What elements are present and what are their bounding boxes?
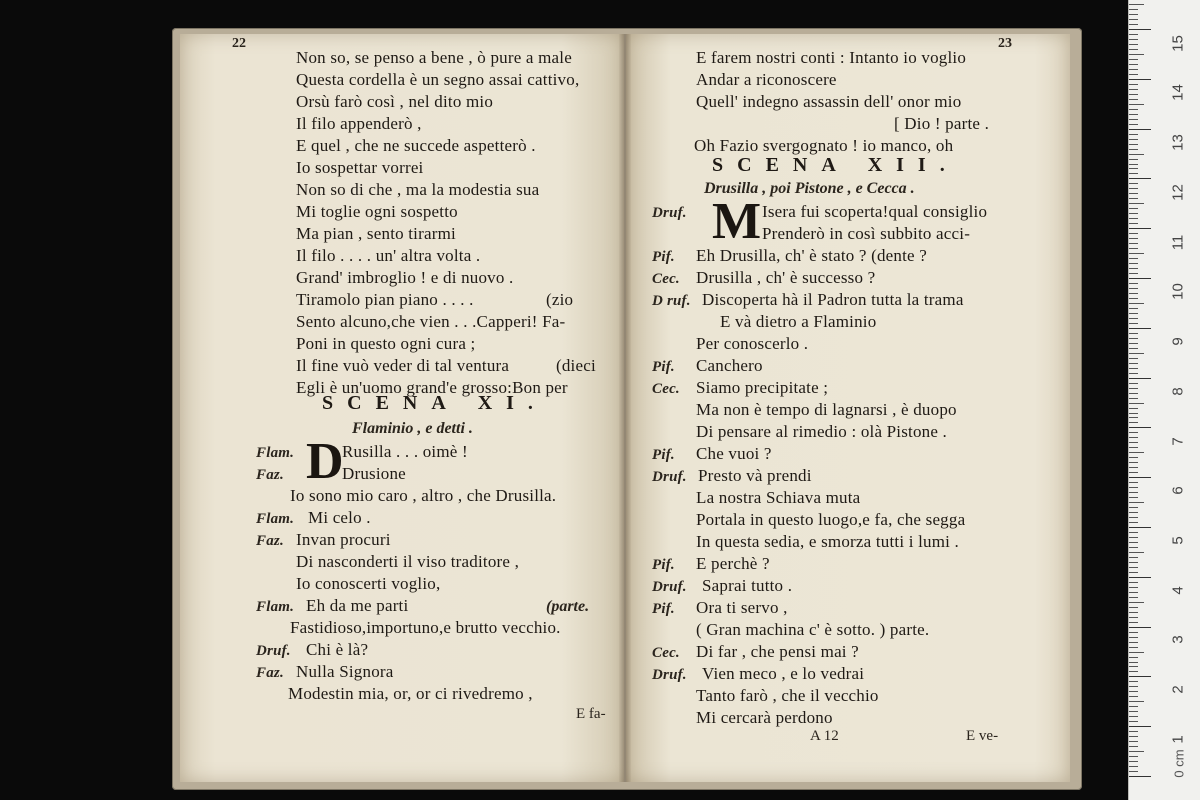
left-dialogue-11 xyxy=(256,662,394,683)
ruler-tick xyxy=(1129,413,1138,414)
ruler-tick xyxy=(1129,417,1138,418)
ruler-tick xyxy=(1129,756,1138,757)
right-dialogue-24: Mi cercarà perdono xyxy=(696,708,833,727)
ruler-tick xyxy=(1129,124,1138,125)
dialogue-text: Isera fui scoperta!qual consiglio xyxy=(762,202,988,221)
ruler-tick xyxy=(1129,74,1138,75)
ruler-tick xyxy=(1129,358,1138,359)
ruler-tick xyxy=(1129,701,1144,702)
ruler-tick xyxy=(1129,497,1138,498)
left-line-4: Il filo appenderò , xyxy=(296,114,422,133)
ruler-number-9: 9 xyxy=(1169,337,1187,346)
speaker-label: Druf. xyxy=(652,205,687,221)
ruler-tick xyxy=(1129,149,1138,150)
ruler-tick xyxy=(1129,632,1138,633)
left-line-10: Il filo . . . . un' altra volta . xyxy=(296,246,481,265)
right-dialogue-19 xyxy=(652,598,788,619)
ruler-tick xyxy=(1129,198,1138,199)
right-catchword: E ve- xyxy=(966,728,999,744)
ruler-tick xyxy=(1129,129,1151,130)
dialogue-text: Ora ti servo , xyxy=(696,598,788,617)
left-page xyxy=(180,34,624,782)
dialogue-text: Saprai tutto . xyxy=(702,576,793,595)
ruler-tick xyxy=(1129,393,1138,394)
ruler-tick xyxy=(1129,562,1138,563)
ruler-tick xyxy=(1129,368,1138,369)
left-line-3: Orsù farò così , nel dito mio xyxy=(296,92,494,111)
dialogue-text: Drusilla , ch' è successo ? xyxy=(696,268,876,287)
right-dialogue-10: Ma non è tempo di lagnarsi , è duopo xyxy=(696,400,957,419)
left-line-13: Sento alcuno,che vien . . .Capperi! Fa- xyxy=(296,312,566,331)
ruler-tick xyxy=(1129,154,1144,155)
right-dialogue-2: Prenderò in così subbito acci- xyxy=(762,224,971,243)
ruler-tick xyxy=(1129,293,1138,294)
left-dialogue-4 xyxy=(256,508,371,529)
left-line-5: E quel , che ne succede aspetterò . xyxy=(296,136,536,155)
ruler-number-1: 1 xyxy=(1169,735,1187,744)
ruler-tick xyxy=(1129,139,1138,140)
ruler-tick xyxy=(1129,507,1138,508)
dialogue-text: Vien meco , e lo vedrai xyxy=(702,664,865,683)
left-line-2: Questa cordella è un segno assai cattivo, xyxy=(296,70,580,89)
ruler-tick xyxy=(1129,652,1144,653)
ruler-tick xyxy=(1129,711,1138,712)
ruler-tick xyxy=(1129,587,1138,588)
right-page-number: 23 xyxy=(998,36,1012,51)
ruler-tick xyxy=(1129,248,1138,249)
left-catchword: E fa- xyxy=(576,706,606,722)
ruler-tick xyxy=(1129,642,1138,643)
left-line-14: Poni in questo ogni cura ; xyxy=(296,334,476,353)
right-signature-mark: A 12 xyxy=(810,728,839,744)
ruler-number-5: 5 xyxy=(1169,536,1187,545)
ruler-tick xyxy=(1129,308,1138,309)
ruler-tick xyxy=(1129,452,1144,453)
speaker-label: Flam. xyxy=(256,511,295,527)
ruler-tick xyxy=(1129,403,1144,404)
speaker-label: Pif. xyxy=(652,359,675,375)
speaker-label: Pif. xyxy=(652,249,675,265)
ruler-tick xyxy=(1129,313,1138,314)
left-dialogue-12: Modestin mia, or, or ci rivedremo , xyxy=(288,684,533,703)
ruler-tick xyxy=(1129,662,1138,663)
dialogue-text: Drusione xyxy=(342,464,406,483)
ruler-number-8: 8 xyxy=(1169,387,1187,396)
right-dialogue-11: Di pensare al rimedio : olà Pistone . xyxy=(696,422,948,441)
dialogue-text: Presto và prendi xyxy=(698,466,812,485)
ruler-tick xyxy=(1129,696,1138,697)
ruler-tick xyxy=(1129,547,1138,548)
left-line-11: Grand' imbroglio ! e di nuovo . xyxy=(296,268,514,287)
ruler-tick xyxy=(1129,64,1138,65)
ruler-tick xyxy=(1129,84,1138,85)
speaker-label: Pif. xyxy=(652,447,675,463)
ruler-tick xyxy=(1129,49,1138,50)
ruler-tick xyxy=(1129,627,1151,628)
ruler-tick xyxy=(1129,462,1138,463)
left-line-1: Non so, se penso a bene , ò pure a male xyxy=(296,48,572,67)
right-dialogue-6: E và dietro a Flaminio xyxy=(720,312,877,331)
dialogue-text: Nulla Signora xyxy=(296,662,394,681)
left-dialogue-10 xyxy=(256,640,369,661)
speaker-label: D ruf. xyxy=(652,293,691,309)
ruler-tick xyxy=(1129,716,1138,717)
ruler-tick xyxy=(1129,273,1138,274)
right-line-4: [ Dio ! parte . xyxy=(894,114,990,133)
left-line-7: Non so di che , ma la modestia sua xyxy=(296,180,540,199)
ruler-tick xyxy=(1129,731,1138,732)
ruler-tick xyxy=(1129,761,1138,762)
ruler-tick xyxy=(1129,243,1138,244)
left-scene-title: SCENA XI. xyxy=(322,392,547,414)
dialogue-text: Eh Drusilla, ch' è stato ? (dente ? xyxy=(696,246,927,265)
ruler-tick xyxy=(1129,328,1151,329)
ruler-tick xyxy=(1129,567,1138,568)
ruler-tick xyxy=(1129,104,1144,105)
ruler-tick xyxy=(1129,721,1138,722)
right-line-1: E farem nostri conti : Intanto io voglio xyxy=(696,48,967,67)
ruler-number-3: 3 xyxy=(1169,635,1187,644)
left-line-15: Il fine vuò veder di tal ventura xyxy=(296,356,510,375)
ruler-tick xyxy=(1129,253,1144,254)
right-dialogue-12 xyxy=(652,444,772,465)
speaker-label: Flam. xyxy=(256,445,295,461)
ruler-tick xyxy=(1129,666,1138,667)
ruler-tick xyxy=(1129,512,1138,513)
right-dialogue-23: Tanto farò , che il vecchio xyxy=(696,686,879,705)
ruler-tick xyxy=(1129,597,1138,598)
ruler-number-11: 11 xyxy=(1169,234,1187,251)
ruler-tick xyxy=(1129,223,1138,224)
ruler-tick xyxy=(1129,288,1138,289)
ruler-tick xyxy=(1129,29,1151,30)
ruler-tick xyxy=(1129,602,1144,603)
ruler-tick xyxy=(1129,706,1138,707)
ruler-tick xyxy=(1129,398,1138,399)
speaker-label: Druf. xyxy=(652,469,687,485)
speaker-label: Pif. xyxy=(652,601,675,617)
ruler-tick xyxy=(1129,228,1151,229)
ruler-tick xyxy=(1129,676,1151,677)
ruler-tick xyxy=(1129,208,1138,209)
ruler-tick xyxy=(1129,348,1138,349)
ruler-tick xyxy=(1129,552,1144,553)
dialogue-text: Siamo precipitate ; xyxy=(696,378,829,397)
ruler-tick xyxy=(1129,388,1138,389)
right-dialogue-17 xyxy=(652,554,770,575)
ruler-number-13: 13 xyxy=(1169,134,1187,151)
ruler-tick xyxy=(1129,482,1138,483)
ruler-tick xyxy=(1129,776,1151,777)
right-line-2: Andar a riconoscere xyxy=(696,70,837,89)
ruler-tick xyxy=(1129,168,1138,169)
ruler-tick xyxy=(1129,572,1138,573)
ruler-tick xyxy=(1129,736,1138,737)
right-scene-title: SCENA XII. xyxy=(712,154,959,176)
ruler-tick xyxy=(1129,233,1138,234)
speaker-label: Cec. xyxy=(652,271,680,287)
ruler-tick xyxy=(1129,492,1138,493)
ruler-tick xyxy=(1129,218,1138,219)
ruler-tick xyxy=(1129,94,1138,95)
right-dialogue-8 xyxy=(652,356,763,377)
right-line-3: Quell' indegno assassin dell' onor mio xyxy=(696,92,962,111)
left-margin-note-1: (zio xyxy=(546,290,574,309)
ruler-tick xyxy=(1129,203,1144,204)
ruler-tick xyxy=(1129,657,1138,658)
ruler-tick xyxy=(1129,353,1144,354)
ruler-number-15: 15 xyxy=(1169,35,1187,52)
right-dialogue-18 xyxy=(652,576,793,597)
left-margin-note-2: (dieci xyxy=(556,356,596,375)
ruler-tick xyxy=(1129,19,1138,20)
ruler-tick xyxy=(1129,771,1138,772)
ruler-tick xyxy=(1129,318,1138,319)
ruler-tick xyxy=(1129,34,1138,35)
ruler-tick xyxy=(1129,268,1138,269)
right-dialogue-15: Portala in questo luogo,e fa, che segga xyxy=(696,510,966,529)
ruler-tick xyxy=(1129,577,1151,578)
ruler-number-6: 6 xyxy=(1169,486,1187,495)
ruler-unit-label: 0 cm xyxy=(1171,749,1187,778)
ruler-tick xyxy=(1129,59,1138,60)
ruler-number-12: 12 xyxy=(1169,184,1187,201)
ruler-tick xyxy=(1129,119,1138,120)
ruler-tick xyxy=(1129,193,1138,194)
ruler-tick xyxy=(1129,671,1138,672)
ruler-tick xyxy=(1129,9,1138,10)
ruler-tick xyxy=(1129,751,1144,752)
right-dialogue-20: ( Gran machina c' è sotto. ) parte. xyxy=(696,620,930,639)
ruler-tick xyxy=(1129,447,1138,448)
ruler-tick xyxy=(1129,263,1138,264)
ruler-tick xyxy=(1129,537,1138,538)
right-stage-direction: Drusilla , poi Pistone , e Cecca . xyxy=(704,180,915,197)
speaker-label: Cec. xyxy=(652,381,680,397)
left-exit-note: (parte. xyxy=(546,598,590,615)
right-dropcap: M xyxy=(712,193,762,250)
right-dialogue-7: Per conoscerlo . xyxy=(696,334,809,353)
dialogue-text: Canchero xyxy=(696,356,763,375)
ruler-tick xyxy=(1129,726,1151,727)
ruler-tick xyxy=(1129,622,1138,623)
ruler-tick xyxy=(1129,363,1138,364)
ruler-tick xyxy=(1129,612,1138,613)
ruler-tick xyxy=(1129,343,1138,344)
ruler-tick xyxy=(1129,592,1138,593)
ruler-number-7: 7 xyxy=(1169,437,1187,446)
dialogue-text: Rusilla . . . oimè ! xyxy=(342,442,468,461)
ruler-tick xyxy=(1129,557,1138,558)
left-page-number: 22 xyxy=(232,36,246,51)
ruler-tick xyxy=(1129,44,1138,45)
ruler-tick xyxy=(1129,178,1151,179)
ruler-tick xyxy=(1129,89,1138,90)
ruler-tick xyxy=(1129,283,1138,284)
ruler-tick xyxy=(1129,338,1138,339)
right-dialogue-14: La nostra Schiava muta xyxy=(696,488,861,507)
ruler-tick xyxy=(1129,378,1151,379)
ruler-tick xyxy=(1129,383,1138,384)
right-dialogue-16: In questa sedia, e smorza tutti i lumi . xyxy=(696,532,959,551)
right-dialogue-5 xyxy=(652,290,964,311)
ruler-tick xyxy=(1129,333,1138,334)
dialogue-text: Di far , che pensi mai ? xyxy=(696,642,859,661)
speaker-label: Druf. xyxy=(652,667,687,683)
dialogue-text: E perchè ? xyxy=(696,554,770,573)
ruler-tick xyxy=(1129,607,1138,608)
right-page xyxy=(626,34,1070,782)
ruler-tick xyxy=(1129,173,1138,174)
ruler-number-4: 4 xyxy=(1169,586,1187,595)
ruler-tick xyxy=(1129,766,1138,767)
dialogue-text: Mi celo . xyxy=(308,508,371,527)
ruler-tick xyxy=(1129,532,1138,533)
dialogue-text: Eh da me parti xyxy=(306,596,409,615)
left-dialogue-5 xyxy=(256,530,391,551)
ruler-tick xyxy=(1129,487,1138,488)
ruler-tick xyxy=(1129,39,1138,40)
right-dialogue-9 xyxy=(652,378,829,399)
speaker-label: Druf. xyxy=(256,643,291,659)
ruler-tick xyxy=(1129,408,1138,409)
ruler-tick xyxy=(1129,457,1138,458)
dialogue-text: Discoperta hà il Padron tutta la trama xyxy=(702,290,964,309)
left-line-6: Io sospettar vorrei xyxy=(296,158,424,177)
left-dialogue-3: Io sono mio caro , altro , che Drusilla. xyxy=(290,486,557,505)
speaker-label: Druf. xyxy=(652,579,687,595)
right-dialogue-22 xyxy=(652,664,865,685)
left-dialogue-8 xyxy=(256,596,409,617)
right-dialogue-4 xyxy=(652,268,876,289)
ruler-tick xyxy=(1129,467,1138,468)
ruler-tick xyxy=(1129,472,1138,473)
speaker-label: Pif. xyxy=(652,557,675,573)
ruler-tick xyxy=(1129,164,1138,165)
dialogue-text: Che vuoi ? xyxy=(696,444,772,463)
open-book xyxy=(180,34,1070,782)
right-dialogue-21 xyxy=(652,642,859,663)
ruler-tick xyxy=(1129,24,1138,25)
ruler-tick xyxy=(1129,686,1138,687)
measurement-ruler xyxy=(1128,0,1200,800)
ruler-tick xyxy=(1129,238,1138,239)
ruler-tick xyxy=(1129,159,1138,160)
ruler-tick xyxy=(1129,323,1138,324)
ruler-tick xyxy=(1129,303,1144,304)
ruler-tick xyxy=(1129,213,1138,214)
ruler-tick xyxy=(1129,4,1144,5)
right-line-5: Oh Fazio svergognato ! io manco, oh xyxy=(694,136,954,155)
ruler-tick xyxy=(1129,746,1138,747)
ruler-tick xyxy=(1129,14,1138,15)
left-line-9: Ma pian , sento tirarmi xyxy=(296,224,456,243)
ruler-tick xyxy=(1129,691,1138,692)
left-dropcap: D xyxy=(306,433,344,490)
right-dialogue-3 xyxy=(652,246,927,267)
ruler-tick xyxy=(1129,54,1144,55)
speaker-label: Flam. xyxy=(256,599,295,615)
ruler-tick xyxy=(1129,144,1138,145)
ruler-tick xyxy=(1129,298,1138,299)
left-dialogue-7: Io conoscerti voglio, xyxy=(296,574,441,593)
ruler-tick xyxy=(1129,109,1138,110)
dialogue-text: Invan procuri xyxy=(296,530,391,549)
speaker-label: Faz. xyxy=(256,533,284,549)
ruler-tick xyxy=(1129,432,1138,433)
ruler-tick xyxy=(1129,183,1138,184)
left-dialogue-2 xyxy=(256,464,406,485)
speaker-label: Faz. xyxy=(256,467,284,483)
ruler-tick xyxy=(1129,278,1151,279)
ruler-tick xyxy=(1129,617,1138,618)
ruler-tick xyxy=(1129,69,1138,70)
ruler-tick xyxy=(1129,134,1138,135)
ruler-tick xyxy=(1129,637,1138,638)
ruler-tick xyxy=(1129,517,1138,518)
ruler-tick xyxy=(1129,442,1138,443)
ruler-tick xyxy=(1129,188,1138,189)
book-gutter xyxy=(619,34,631,782)
ruler-number-14: 14 xyxy=(1169,84,1187,101)
ruler-tick xyxy=(1129,741,1138,742)
left-dialogue-9: Fastidioso,importuno,e brutto vecchio. xyxy=(290,618,561,637)
ruler-tick xyxy=(1129,258,1138,259)
left-line-8: Mi toglie ogni sospetto xyxy=(296,202,458,221)
ruler-tick xyxy=(1129,373,1138,374)
ruler-tick xyxy=(1129,79,1151,80)
left-stage-direction: Flaminio , e detti . xyxy=(352,420,473,437)
left-dialogue-1 xyxy=(256,442,468,463)
right-dialogue-1 xyxy=(652,202,988,223)
ruler-tick xyxy=(1129,681,1138,682)
ruler-tick xyxy=(1129,647,1138,648)
ruler-tick xyxy=(1129,582,1138,583)
ruler-tick xyxy=(1129,477,1151,478)
ruler-tick xyxy=(1129,527,1151,528)
ruler-tick xyxy=(1129,522,1138,523)
speaker-label: Faz. xyxy=(256,665,284,681)
left-dialogue-6: Di nasconderti il viso traditore , xyxy=(296,552,520,571)
left-line-16: Egli è un'uomo grand'e grosso:Bon per xyxy=(296,378,568,397)
ruler-tick xyxy=(1129,99,1138,100)
ruler-tick xyxy=(1129,422,1138,423)
ruler-number-10: 10 xyxy=(1169,283,1187,300)
ruler-tick xyxy=(1129,437,1138,438)
ruler-tick xyxy=(1129,427,1151,428)
right-dialogue-13 xyxy=(652,466,812,487)
ruler-tick xyxy=(1129,502,1144,503)
speaker-label: Cec. xyxy=(652,645,680,661)
left-line-12: Tiramolo pian piano . . . . xyxy=(296,290,474,309)
ruler-tick xyxy=(1129,114,1138,115)
dialogue-text: Chi è là? xyxy=(306,640,369,659)
ruler-number-2: 2 xyxy=(1169,685,1187,694)
ruler-tick xyxy=(1129,542,1138,543)
